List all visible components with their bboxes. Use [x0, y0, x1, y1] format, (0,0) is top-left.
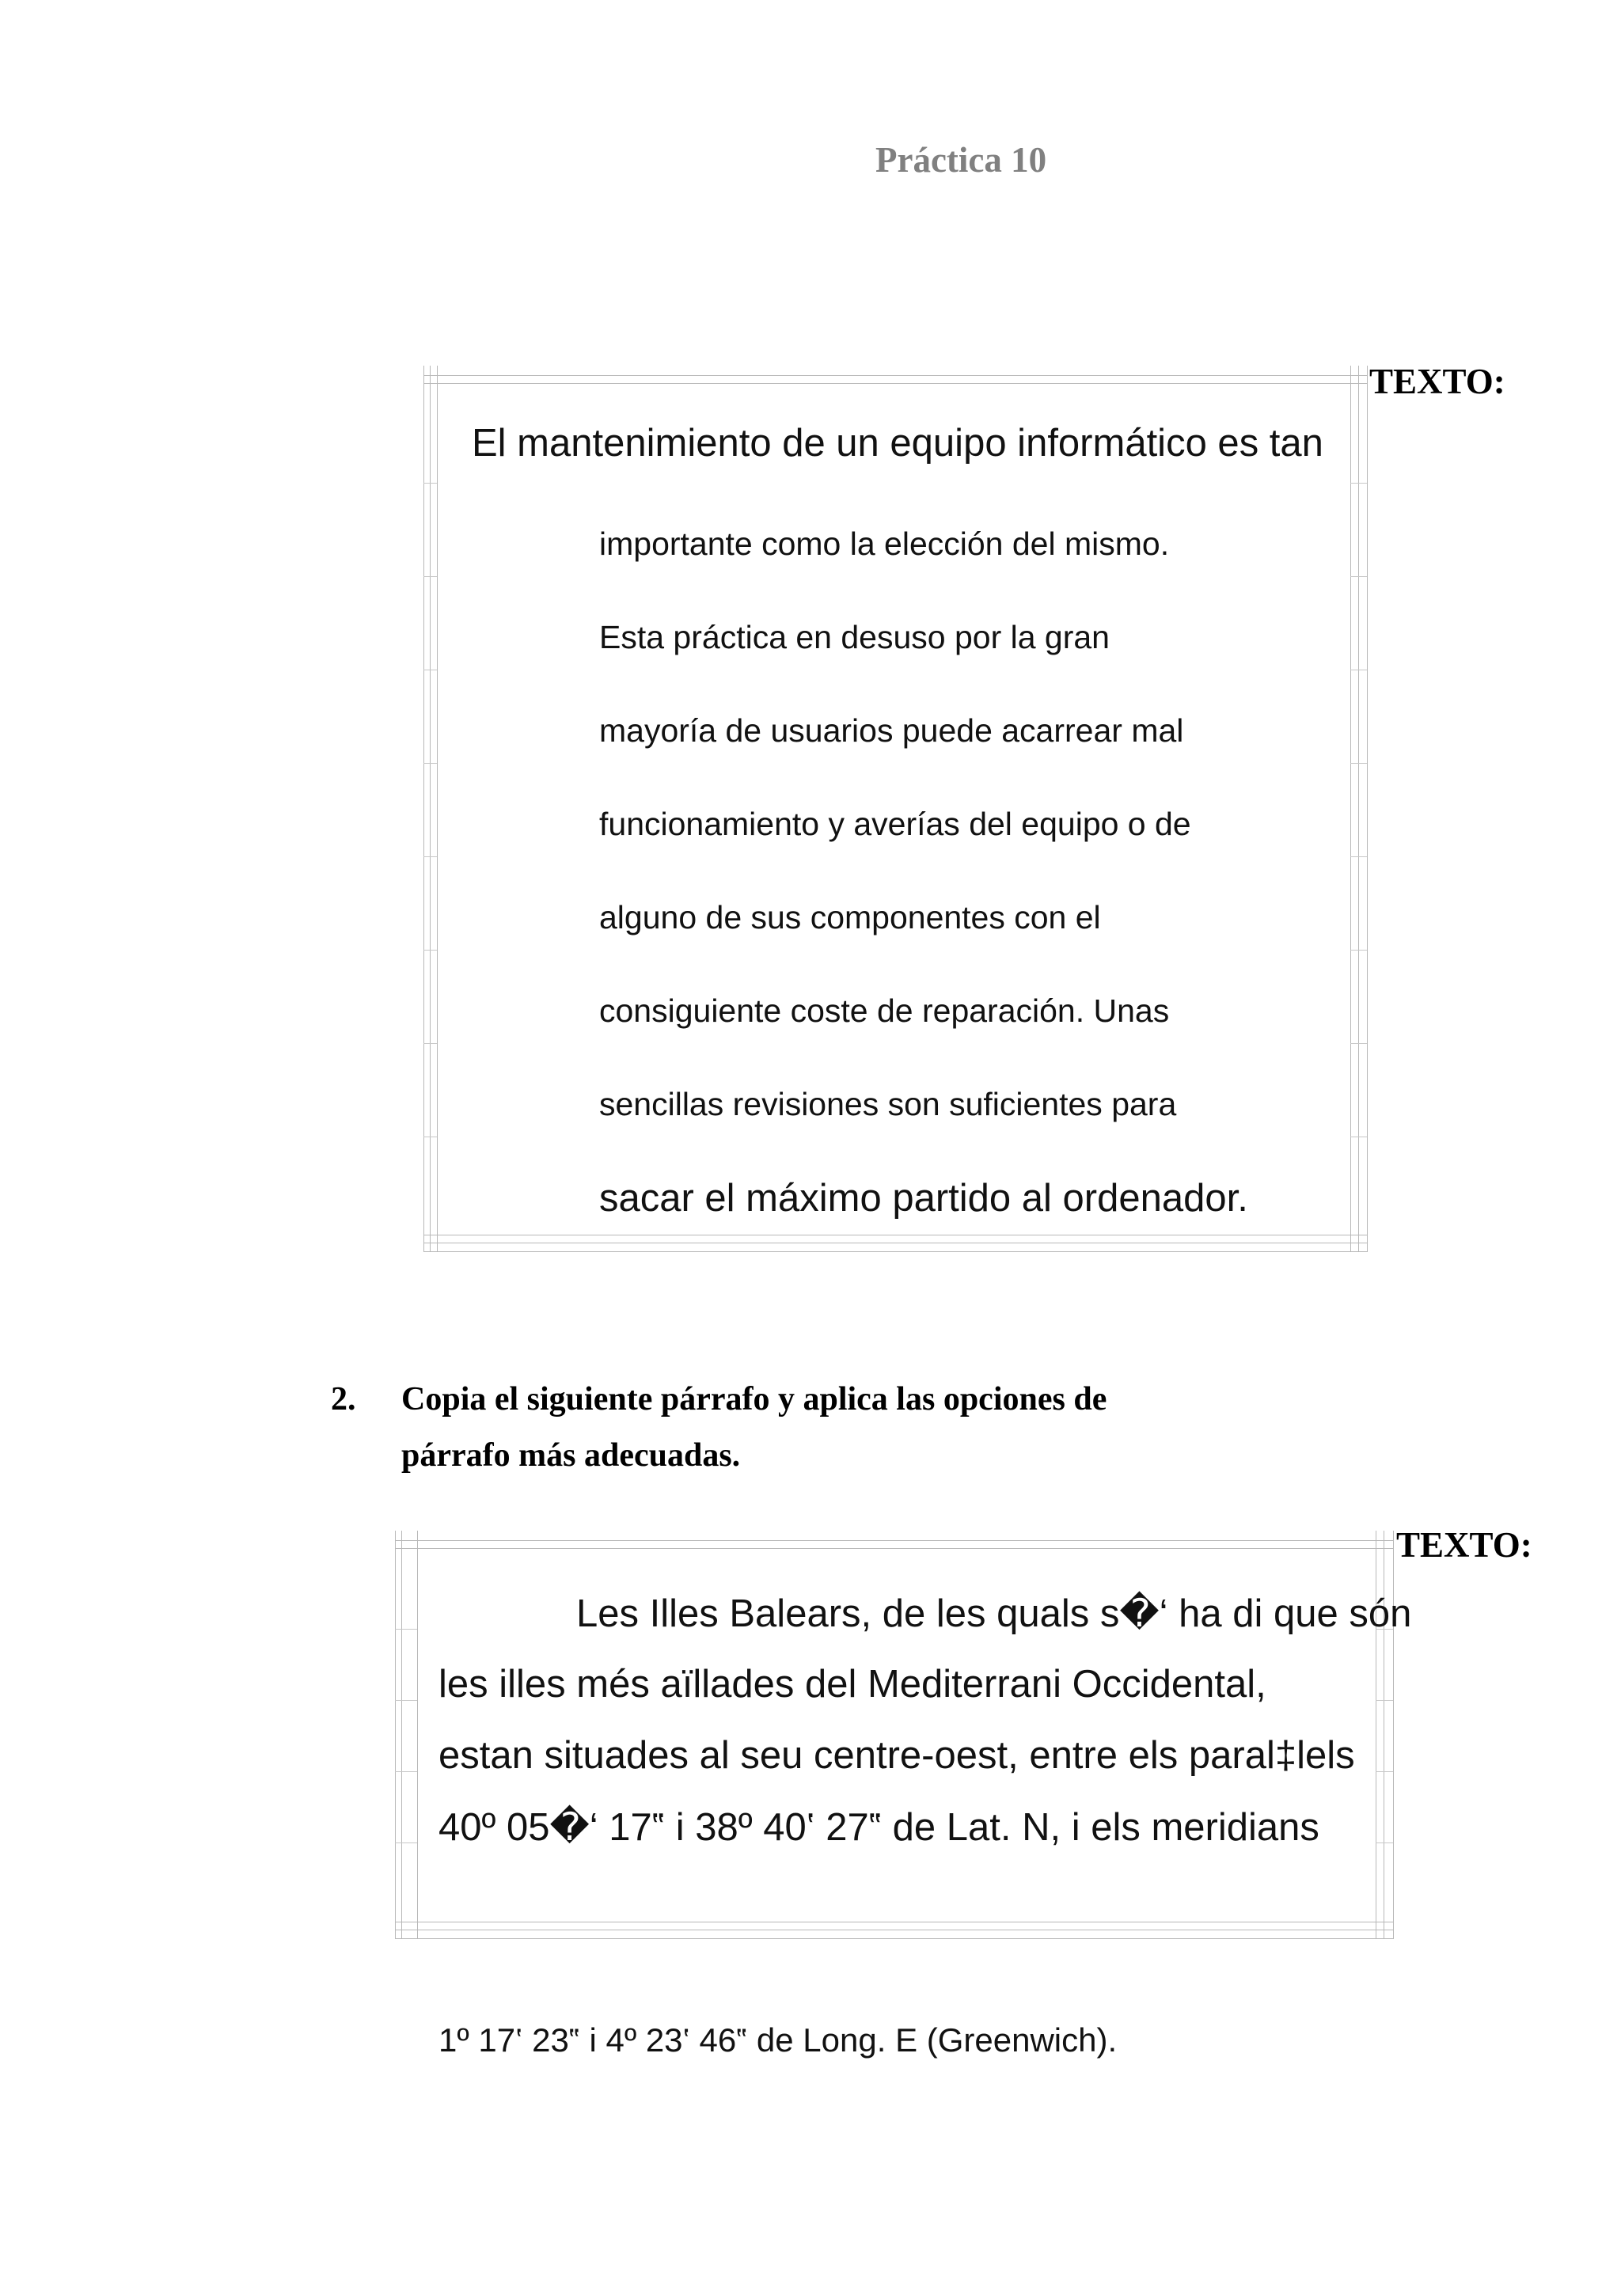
text-line: Esta práctica en desuso por la gran	[599, 619, 1110, 655]
text-line: 40º 05�‘ 17‟ i 38º 40‛ 27‟ de Lat. N, i els meridians	[438, 1806, 1319, 1849]
text-line: sencillas revisiones son suficientes para	[599, 1086, 1177, 1122]
text-line: les illes més aïllades del Mediterrani Occidental,	[438, 1663, 1266, 1706]
text-line: importante como la elección del mismo.	[599, 526, 1170, 562]
section-number: 2.	[331, 1381, 356, 1417]
section-heading-line-1: Copia el siguiente párrafo y aplica las opciones de	[401, 1381, 1107, 1417]
texto-label-2: TEXTO:	[1396, 1525, 1532, 1565]
trailing-line: 1º 17‛ 23‟ i 4º 23‛ 46‟ de Long. E (Greenwich).	[438, 2021, 1118, 2059]
text-line: Les Illes Balears, de les quals s�‘ ha di que són	[576, 1592, 1412, 1635]
texto-label-1: TEXTO:	[1369, 362, 1505, 401]
text-line: sacar el máximo partido al ordenador.	[599, 1177, 1248, 1220]
text-line: El mantenimiento de un equipo informático es tan	[472, 422, 1323, 465]
text-line: estan situades al seu centre-oest, entre els paral‡lels	[438, 1734, 1355, 1777]
page-title: Práctica 10	[875, 140, 1047, 180]
text-line: alguno de sus componentes con el	[599, 899, 1101, 935]
section-heading-line-2: párrafo más adecuadas.	[401, 1437, 741, 1474]
text-line: funcionamiento y averías del equipo o de	[599, 806, 1191, 842]
text-line: mayoría de usuarios puede acarrear mal	[599, 712, 1184, 749]
text-line: consiguiente coste de reparación. Unas	[599, 992, 1170, 1029]
